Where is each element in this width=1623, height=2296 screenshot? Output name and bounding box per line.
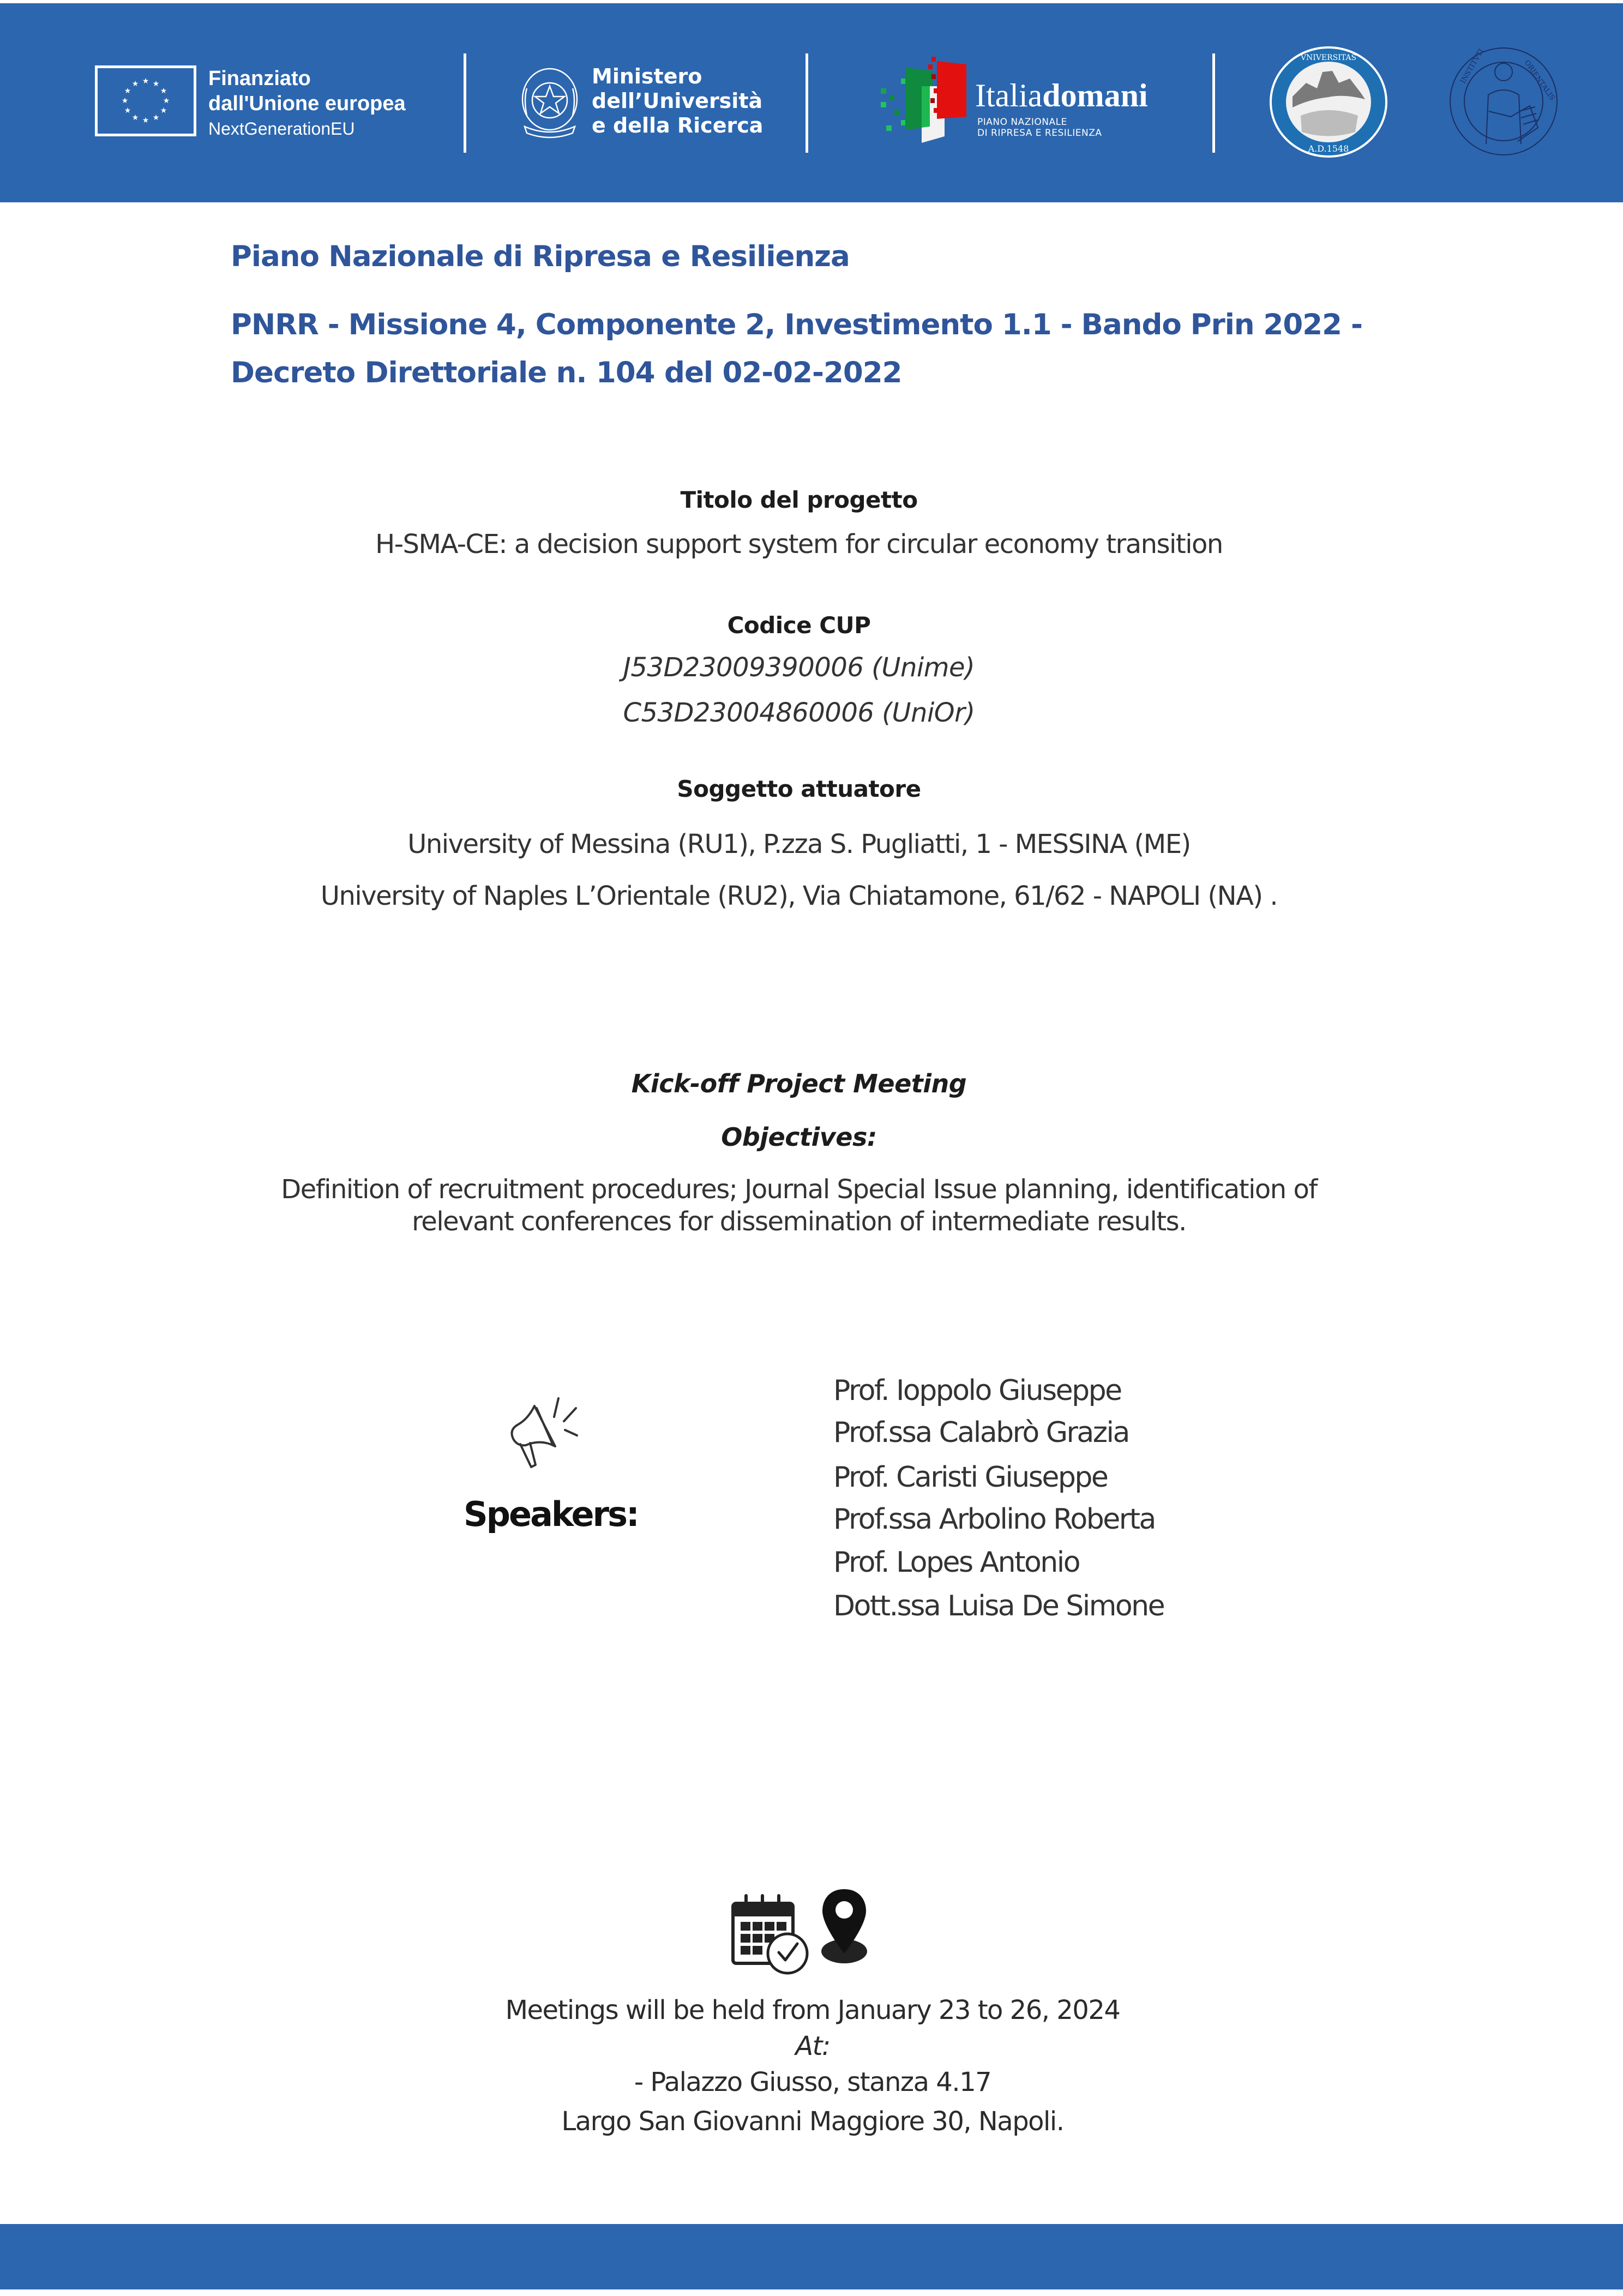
svg-text:ORIENTALIS: ORIENTALIS	[1522, 58, 1556, 103]
implementer-label: Soggetto attuatore	[677, 776, 921, 802]
funding-word: Componente	[535, 308, 736, 341]
funding-word: Investimento	[784, 308, 993, 341]
speaker-item: Prof. Ioppolo Giuseppe	[833, 1374, 1121, 1407]
speaker-item: Prof.ssa Calabrò Grazia	[833, 1416, 1129, 1449]
ministry-line-3: e della Ricerca	[592, 113, 764, 137]
funding-line-2: Decreto Direttoriale n. 104 del 02-02-2022	[231, 356, 902, 389]
svg-text:★: ★	[163, 97, 170, 105]
svg-text:★: ★	[160, 87, 167, 95]
italiadomani-subtitle	[977, 117, 1102, 139]
funding-word: -	[1350, 308, 1362, 341]
ministry-line-2: dell’Università	[592, 89, 763, 113]
implementer-ru2: University of Naples L’Orientale (RU2), Via Chiatamone, 61/62 - NAPOLI (NA) .	[320, 881, 1278, 911]
eu-line-1: Finanziato	[208, 67, 311, 90]
objectives-label: Objectives:	[721, 1122, 877, 1152]
eu-line-3: NextGenerationEU	[208, 119, 355, 139]
funding-word: PNRR	[231, 308, 318, 341]
meeting-dates: Meetings will be held from January 23 to 26, 2024	[505, 1995, 1120, 2025]
funding-word: Prin	[1190, 308, 1254, 341]
speaker-item: Prof. Caristi Giuseppe	[833, 1461, 1108, 1494]
funding-word: 2,	[745, 308, 776, 341]
funding-word: 4,	[496, 308, 526, 341]
meeting-title: Kick-off Project Meeting	[631, 1069, 967, 1098]
megaphone-icon	[502, 1394, 589, 1470]
eu-flag-icon	[95, 65, 196, 136]
svg-text:★: ★	[121, 97, 129, 105]
cup-label: Codice CUP	[727, 612, 871, 639]
svg-text:★: ★	[152, 113, 160, 122]
meeting-at-label: At:	[795, 2031, 830, 2061]
svg-text:★: ★	[142, 116, 149, 125]
funding-word: 2022	[1263, 308, 1342, 341]
objectives-line-1: Definition of recruitment procedures; Journal Special Issue planning, identification of	[281, 1174, 1317, 1205]
italian-republic-emblem-icon	[519, 67, 580, 141]
project-title: H-SMA-CE: a decision support system for circular economy transition	[375, 529, 1223, 560]
eu-funding-text	[208, 67, 406, 141]
objectives-line-2: relevant conferences for dissemination of intermediate results.	[412, 1206, 1186, 1237]
eu-line-2: dall'Unione europea	[208, 92, 406, 115]
header-divider	[464, 53, 466, 153]
cup-code-unime: J53D23009390006 (Unime)	[623, 652, 975, 683]
funding-word: -	[327, 308, 339, 341]
university-orientale-seal-icon	[1448, 46, 1560, 158]
location-pin-icon	[817, 1887, 871, 1964]
funding-word: Bando	[1081, 308, 1181, 341]
meeting-address: Largo San Giovanni Maggiore 30, Napoli.	[561, 2106, 1064, 2137]
unime-seal-year: A.D.1548	[1308, 143, 1349, 154]
svg-text:★: ★	[152, 80, 160, 88]
svg-text:★: ★	[124, 87, 131, 95]
svg-text:★: ★	[124, 106, 131, 115]
calendar-check-icon	[731, 1892, 814, 1975]
svg-text:★: ★	[131, 80, 139, 88]
speaker-item: Dott.ssa Luisa De Simone	[833, 1590, 1164, 1622]
funding-word: -	[1060, 308, 1072, 341]
speaker-item: Prof. Lopes Antonio	[833, 1546, 1080, 1579]
svg-text:INSTITVTI: INSTITVTI	[1459, 47, 1486, 85]
svg-text:★: ★	[160, 106, 167, 115]
funding-word: Missione	[348, 308, 487, 341]
speakers-label: Speakers:	[464, 1494, 638, 1534]
meeting-venue: - Palazzo Giusso, stanza 4.17	[634, 2067, 991, 2097]
ministry-line-1: Ministero	[592, 64, 702, 88]
svg-text:VNIVERSITAS: VNIVERSITAS	[1300, 53, 1357, 62]
italiadomani-subline-1: PIANO NAZIONALE	[977, 117, 1067, 128]
svg-text:★: ★	[142, 77, 149, 86]
cup-code-unior: C53D23004860006 (UniOr)	[623, 698, 975, 728]
italian-flag-pixel-icon	[867, 56, 968, 143]
header-divider	[806, 53, 808, 153]
plan-title: Piano Nazionale di Ripresa e Resilienza	[231, 240, 850, 273]
funding-line-1	[231, 308, 1362, 341]
footer-banner	[0, 2224, 1623, 2289]
university-of-messina-seal-icon	[1268, 45, 1389, 159]
ministry-text	[592, 64, 763, 138]
italiadomani-wordmark	[975, 76, 1148, 115]
implementer-ru1: University of Messina (RU1), P.zza S. Pugliatti, 1 - MESSINA (ME)	[407, 829, 1191, 860]
speaker-item: Prof.ssa Arbolino Roberta	[833, 1503, 1155, 1536]
project-title-label: Titolo del progetto	[680, 486, 918, 513]
header-divider	[1212, 53, 1215, 153]
italiadomani-wordmark-bold: domani	[1042, 77, 1148, 113]
funding-word: 1.1	[1001, 308, 1051, 341]
svg-text:★: ★	[131, 113, 139, 122]
italiadomani-subline-2: DI RIPRESA E RESILIENZA	[977, 128, 1102, 139]
italiadomani-wordmark-regular: Italia	[975, 77, 1043, 113]
